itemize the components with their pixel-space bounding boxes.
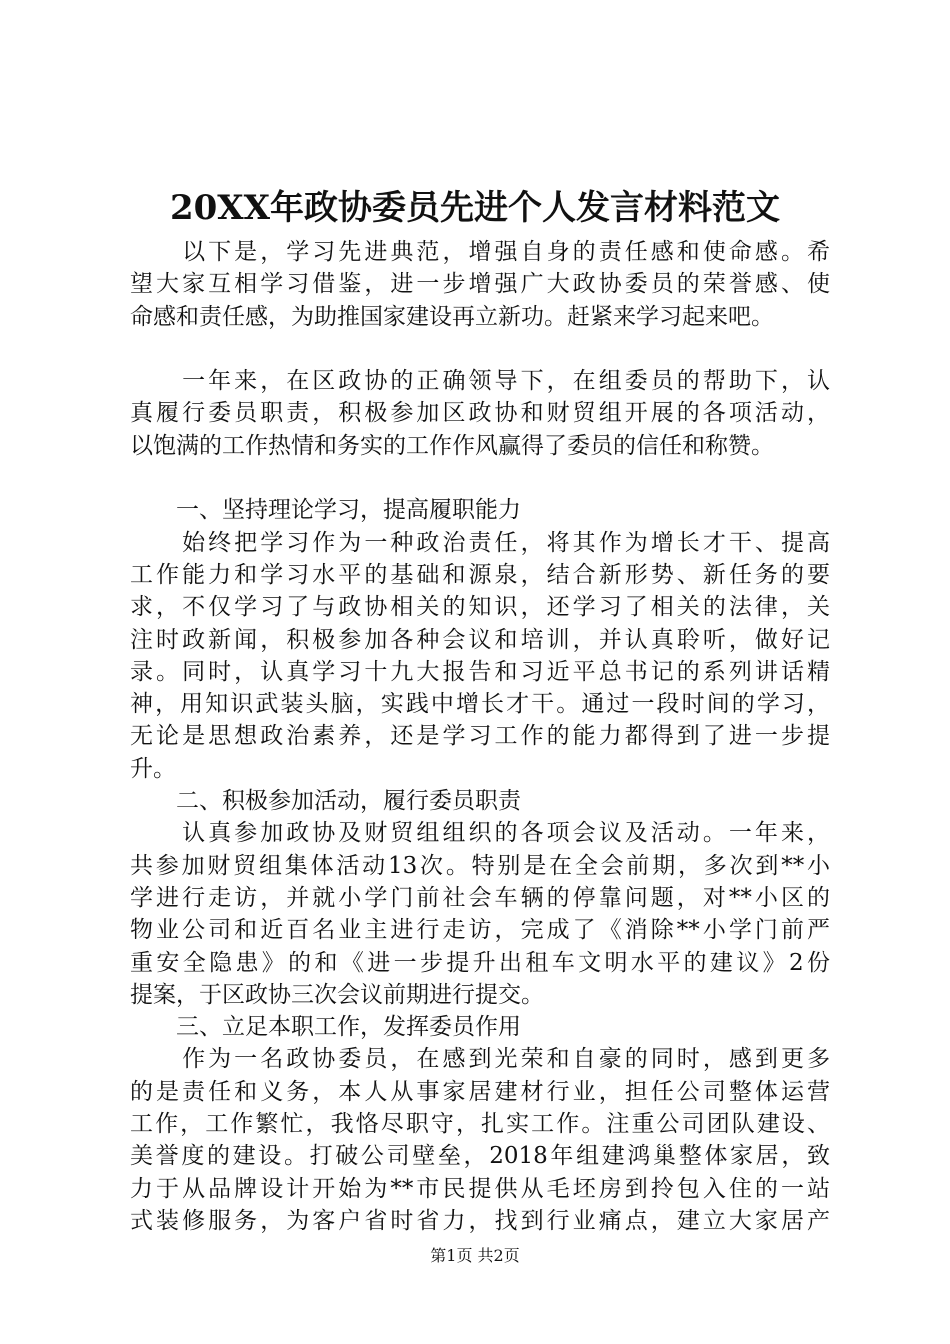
document-body: [130, 236, 830, 1237]
text-line: 命感和责任感，为助推国家建设再立新功。赶紧来学习起来吧。: [130, 303, 774, 330]
text-line: 重安全隐患》的和《进一步提升出租车文明水平的建议》2份: [130, 949, 830, 976]
text-line: 美誉度的建设。打破公司壁垒，2018年组建鸿巢整体家居，致: [130, 1143, 830, 1170]
text-line: 作为一名政协委员，在感到光荣和自豪的同时，感到更多: [130, 1046, 830, 1073]
text-line: 以下是，学习先进典范，增强自身的责任感和使命感。希: [130, 239, 830, 265]
text-line: 式装修服务，为客户省时省力，找到行业痛点，建立大家居产: [130, 1207, 830, 1234]
text-line: 力于从品牌设计开始为**市民提供从毛坯房到拎包入住的一站: [130, 1175, 830, 1202]
text-line: 升。: [130, 755, 176, 782]
text-line: 三、立足本职工作，发挥委员作用: [130, 1014, 521, 1041]
text-line: 一、坚持理论学习，提高履职能力: [130, 497, 521, 524]
text-line: 工作，工作繁忙，我恪尽职守，扎实工作。注重公司团队建设、: [130, 1111, 830, 1138]
paragraph-gap: [130, 333, 830, 365]
text-line: 一年来，在区政协的正确领导下，在组委员的帮助下，认: [130, 368, 830, 395]
text-line: 工作能力和学习水平的基础和源泉，结合新形势、新任务的要: [130, 561, 830, 588]
document-title: 20XX年政协委员先进个人发言材料范文: [169, 188, 781, 228]
text-line: 物业公司和近百名业主进行走访，完成了《消除**小学门前严: [130, 917, 830, 944]
text-line: 的是责任和义务，本人从事家居建材行业，担任公司整体运营: [130, 1078, 830, 1105]
text-line: 以饱满的工作热情和务实的工作作风赢得了委员的信任和称赞。: [130, 432, 774, 459]
text-line: 求，不仅学习了与政协相关的知识，还学习了相关的法律，关: [130, 594, 830, 621]
text-line: 二、积极参加活动，履行委员职责: [130, 788, 521, 815]
text-line: 共参加财贸组集体活动13次。特别是在全会前期，多次到**小: [130, 852, 830, 879]
text-line: 真履行委员职责，积极参加区政协和财贸组开展的各项活动，: [130, 400, 830, 427]
text-line: 学进行走访，并就小学门前社会车辆的停靠问题，对**小区的: [130, 884, 830, 911]
page-number: 第1页 共2页: [430, 1246, 520, 1265]
paragraph-gap: [130, 462, 830, 494]
text-line: 望大家互相学习借鉴，进一步增强广大政协委员的荣誉感、使: [130, 271, 830, 298]
text-line: 提案，于区政协三次会议前期进行提交。: [130, 981, 544, 1008]
text-line: 神，用知识武装头脑，实践中增长才干。通过一段时间的学习，: [130, 691, 830, 718]
text-line: 认真参加政协及财贸组组织的各项会议及活动。一年来，: [130, 820, 830, 847]
text-line: 录。同时，认真学习十九大报告和习近平总书记的系列讲话精: [130, 658, 830, 685]
text-line: 注时政新闻，积极参加各种会议和培训，并认真聆听，做好记: [130, 626, 830, 653]
text-line: 无论是思想政治素养，还是学习工作的能力都得到了进一步提: [130, 723, 830, 750]
text-line: 始终把学习作为一种政治责任，将其作为增长才干、提高: [130, 529, 830, 556]
